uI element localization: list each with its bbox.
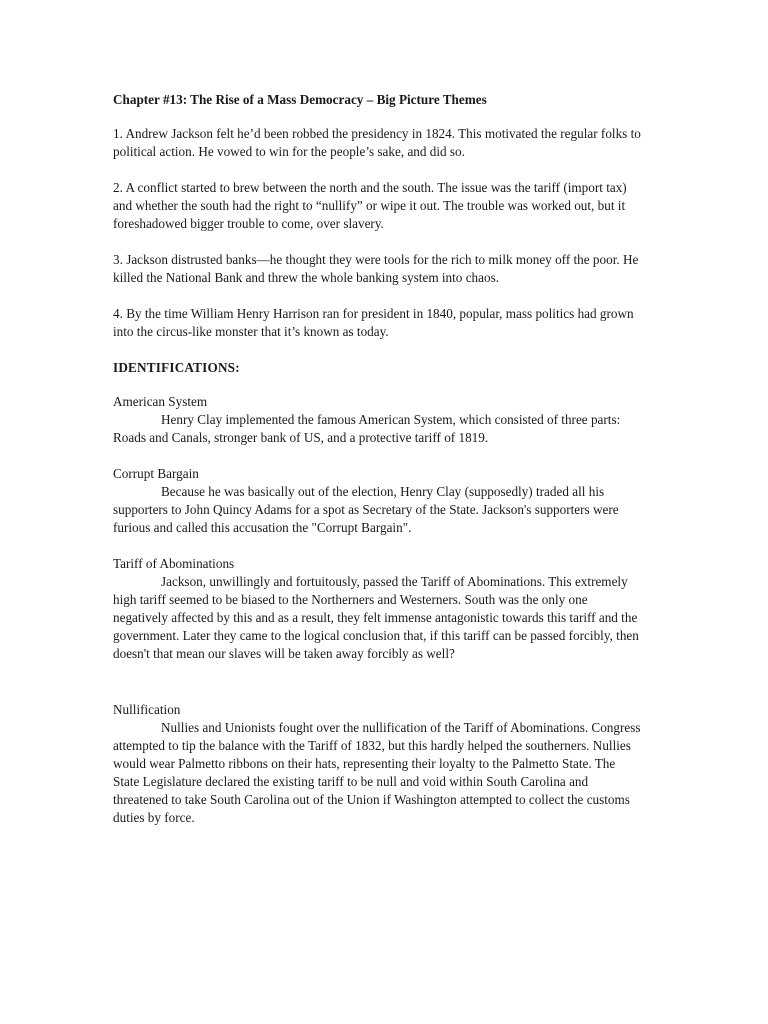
identification-body: Jackson, unwillingly and fortuitously, passed the Tariff of Abominations. This extremely high tariff seemed to be biased to the Northerners and Westerners. South was the only one negatively affected by this and as a result, they felt immense antagonistic towards this tariff and the government. Later they came to the logical conclusion that, if this tariff can be passed forcibly, then doesn't that mean our slaves will be taken away forcibly as well?	[113, 574, 639, 661]
identifications-heading: IDENTIFICATIONS:	[113, 360, 240, 375]
identification-body: Nullies and Unionists fought over the nullification of the Tariff of Abominations. Congress attempted to tip the balance with the Tariff of 1832, but this hardly helped the southerners. Nullies would wear Palmetto ribbons on their hats, representing their loyalty to the Palmetto State. The State Legislature declared the existing tariff to be null and void within South Carolina and threatened to take South Carolina out of the Union if Washington attempted to collect the customs duties by force.	[113, 720, 641, 825]
theme-paragraph-3: 3. Jackson distrusted banks—he thought they were tools for the rich to milk money off the poor. He killed the National Bank and threw the whole banking system into chaos.	[113, 252, 639, 285]
identification-tariff-of-abominations	[113, 555, 643, 663]
theme-paragraph-1: 1. Andrew Jackson felt he’d been robbed the presidency in 1824. This motivated the regular folks to political action. He vowed to win for the people’s sake, and did so.	[113, 126, 641, 159]
identification-nullification	[113, 701, 643, 827]
identification-american-system	[113, 393, 643, 447]
identification-body: Henry Clay implemented the famous American System, which consisted of three parts: Roads and Canals, stronger bank of US, and a protective tariff of 1819.	[113, 412, 621, 445]
identification-term: Nullification	[113, 702, 181, 717]
theme-paragraph-4: 4. By the time William Henry Harrison ran for president in 1840, popular, mass politics had grown into the circus-like monster that it’s known as today.	[113, 306, 634, 339]
identification-body: Because he was basically out of the election, Henry Clay (supposedly) traded all his supporters to John Quincy Adams for a spot as Secretary of the State. Jackson's supporters were furious and called this accusation the "Corrupt Bargain".	[113, 484, 619, 535]
document-title: Chapter #13: The Rise of a Mass Democracy – Big Picture Themes	[113, 92, 487, 107]
theme-paragraph-2: 2. A conflict started to brew between the north and the south. The issue was the tariff (import tax) and whether the south had the right to “nullify” or wipe it out. The trouble was worked out, but it foreshadowed bigger trouble to come, over slavery.	[113, 180, 627, 231]
document-page	[113, 91, 643, 845]
identification-term: American System	[113, 394, 208, 409]
identification-term: Tariff of Abominations	[113, 556, 235, 571]
identification-term: Corrupt Bargain	[113, 466, 199, 481]
identification-corrupt-bargain	[113, 465, 643, 537]
